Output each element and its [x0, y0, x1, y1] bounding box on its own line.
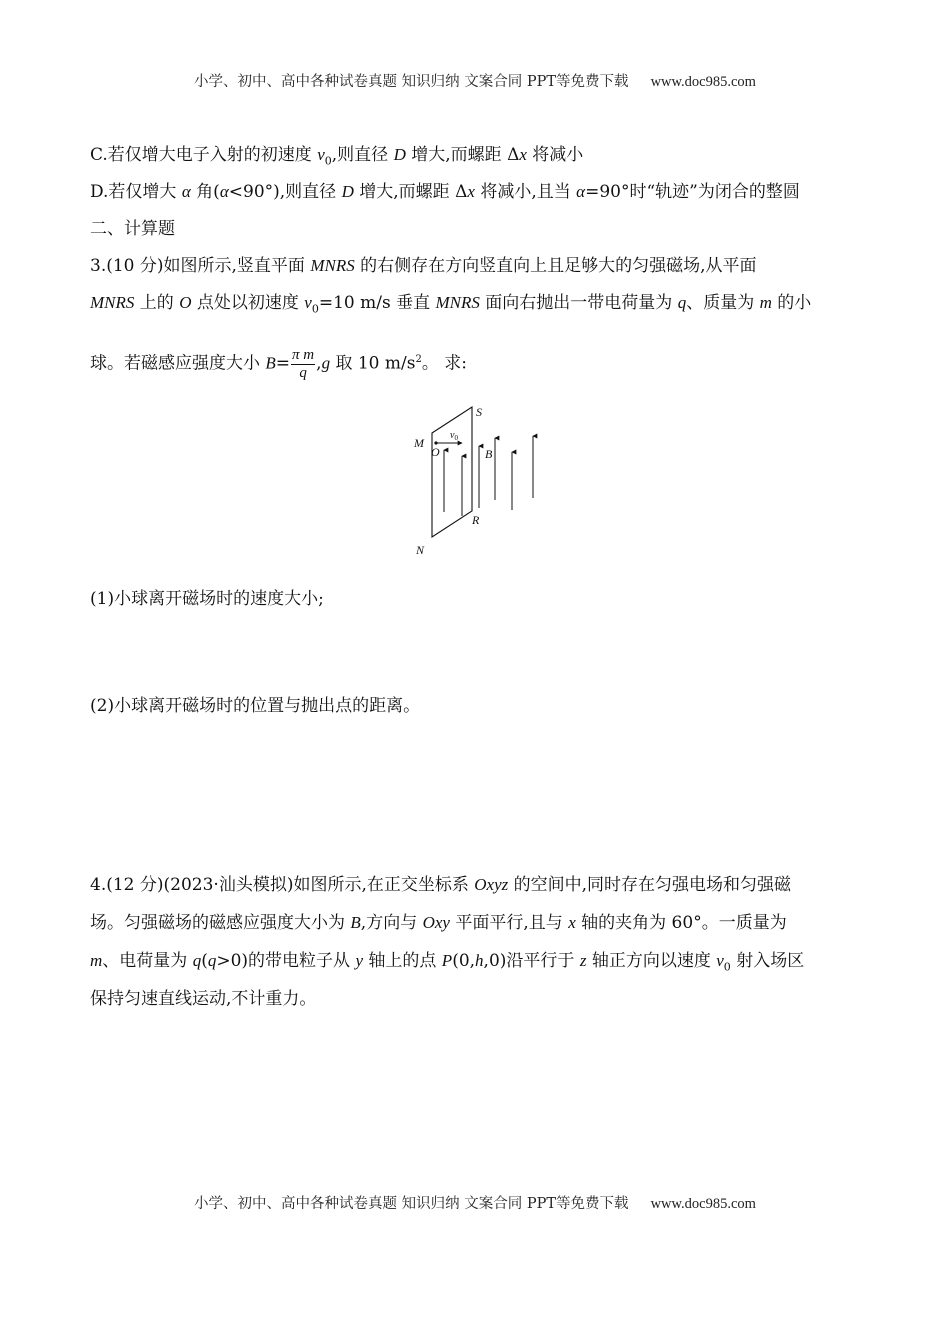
footer-text: 小学、初中、高中各种试卷真题 知识归纳 文案合同 PPT等免费下载 — [194, 1196, 629, 1212]
q4-text: >0)的带电粒子从 — [216, 951, 356, 971]
var-MNRS: MNRS — [310, 256, 355, 275]
option-c-text: 增大,而螺距 Δ — [405, 145, 520, 165]
label-v: v — [450, 430, 455, 441]
option-c-text: C.若仅增大电子入射的初速度 — [90, 145, 318, 165]
q3-text: 点处以初速度 — [191, 293, 305, 313]
q4-text: 场。匀强磁场的磁感应强度大小为 — [90, 913, 351, 933]
q3-line-3 — [90, 340, 870, 384]
sub-0: 0 — [324, 154, 332, 168]
q4-text: ,方向与 — [360, 913, 423, 933]
q3-text: =10 m/s 垂直 — [318, 293, 436, 313]
q4-text: 、电荷量为 — [102, 951, 193, 971]
q3-text: 取 10 m/s — [330, 353, 416, 374]
var-P: P — [441, 951, 453, 970]
var-v: v — [317, 145, 325, 164]
var-y: y — [355, 951, 363, 970]
option-d-text: 将减小,且当 — [474, 182, 577, 202]
var-q: q — [192, 951, 202, 970]
q4-text: 射入场区 — [730, 951, 805, 971]
var-v: v — [304, 293, 312, 312]
var-v: v — [716, 951, 724, 970]
option-d-text: <90°),则直径 — [228, 182, 342, 202]
q4-line-1 — [90, 873, 870, 897]
var-B: B — [265, 353, 276, 373]
q4-text: 轴上的点 — [362, 951, 442, 971]
q4-line-4: 保持匀速直线运动,不计重力。 — [90, 989, 317, 1009]
var-Oxyz: Oxyz — [474, 875, 509, 894]
var-g: g — [321, 353, 331, 373]
var-B: B — [350, 913, 361, 932]
var-D: D — [341, 182, 354, 201]
sub-0: 0 — [311, 302, 319, 316]
option-c-text: 将减小 — [526, 145, 584, 165]
label-v0 — [450, 430, 458, 442]
label-S: S — [476, 405, 482, 419]
var-m: m — [759, 293, 772, 312]
magnetic-field-figure — [400, 400, 550, 560]
fraction-pi-m-over-q — [291, 347, 315, 382]
label-v-sub: 0 — [454, 434, 458, 442]
q4-text: (0, — [452, 951, 476, 971]
q4-text: ,0)沿平行于 — [483, 951, 580, 971]
q3-text: 的小 — [771, 293, 812, 313]
q3-sub1: (1)小球离开磁场时的速度大小; — [90, 589, 324, 609]
q3-text: 3.(10 分)如图所示,竖直平面 — [90, 256, 311, 276]
var-O: O — [179, 293, 192, 312]
q4-text: 4.(12 分)(2023·汕头模拟)如图所示,在正交坐标系 — [90, 875, 475, 895]
q4-text: 轴的夹角为 60°。一质量为 — [575, 913, 787, 933]
option-d — [90, 180, 870, 204]
option-d-text: =90°时“轨迹”为闭合的整圆 — [585, 182, 800, 202]
q3-text: 球。若磁感应强度大小 — [90, 353, 266, 374]
page-header — [0, 70, 950, 91]
q4-text: 轴正方向以速度 — [586, 951, 717, 971]
q4-text: 平面平行,且与 — [449, 913, 569, 933]
label-R: R — [472, 513, 480, 527]
q4-line-2 — [90, 911, 870, 935]
var-q: q — [207, 951, 217, 970]
var-Oxy: Oxy — [422, 913, 450, 932]
q4-text: ( — [201, 951, 208, 971]
header-url[interactable]: www.doc985.com — [650, 74, 756, 90]
option-d-text: 角( — [190, 182, 220, 202]
var-x: x — [467, 182, 475, 201]
section-title: 二、计算题 — [90, 219, 175, 239]
header-text: 小学、初中、高中各种试卷真题 知识归纳 文案合同 PPT等免费下载 — [194, 74, 629, 90]
var-q: q — [677, 293, 687, 312]
q3-text: 、质量为 — [686, 293, 760, 313]
q4-line-3 — [90, 949, 870, 979]
var-alpha: α — [181, 182, 191, 201]
q4-text: 的空间中,同时存在匀强电场和匀强磁 — [508, 875, 792, 895]
q3-line-1 — [90, 254, 870, 278]
fraction-denominator: q — [299, 364, 307, 381]
option-c-text: ,则直径 — [331, 145, 394, 165]
q3-text: , — [316, 353, 322, 374]
q3-text: 上的 — [134, 293, 180, 313]
option-d-text: 增大,而螺距 Δ — [353, 182, 468, 202]
var-h: h — [475, 951, 484, 970]
option-c — [90, 143, 870, 173]
var-alpha: α — [576, 182, 586, 201]
sup-2: 2 — [415, 354, 422, 365]
q3-line-2 — [90, 291, 870, 321]
q3-text: 的右侧存在方向竖直向上且足够大的匀强磁场,从平面 — [354, 256, 757, 276]
q3-sub2: (2)小球离开磁场时的位置与抛出点的距离。 — [90, 696, 421, 716]
var-alpha: α — [219, 182, 229, 201]
var-MNRS: MNRS — [90, 293, 135, 312]
var-z: z — [579, 951, 587, 970]
footer-url[interactable]: www.doc985.com — [650, 1196, 756, 1212]
label-N: N — [416, 543, 425, 557]
plane-MNRS — [432, 407, 472, 537]
fraction-numerator: π m — [292, 346, 315, 363]
var-D: D — [393, 145, 406, 164]
var-m: m — [90, 951, 103, 970]
label-O: O — [431, 445, 440, 459]
var-x: x — [519, 145, 527, 164]
label-M: M — [414, 436, 424, 450]
sub-0: 0 — [723, 960, 731, 974]
q3-text: = — [275, 353, 291, 374]
q3-text: 面向右抛出一带电荷量为 — [479, 293, 678, 313]
option-d-text: D.若仅增大 — [90, 182, 182, 202]
q3-text: 。 求: — [421, 353, 467, 374]
page-footer — [0, 1192, 950, 1213]
var-MNRS: MNRS — [435, 293, 480, 312]
label-B: B — [485, 447, 493, 461]
var-x: x — [568, 913, 576, 932]
